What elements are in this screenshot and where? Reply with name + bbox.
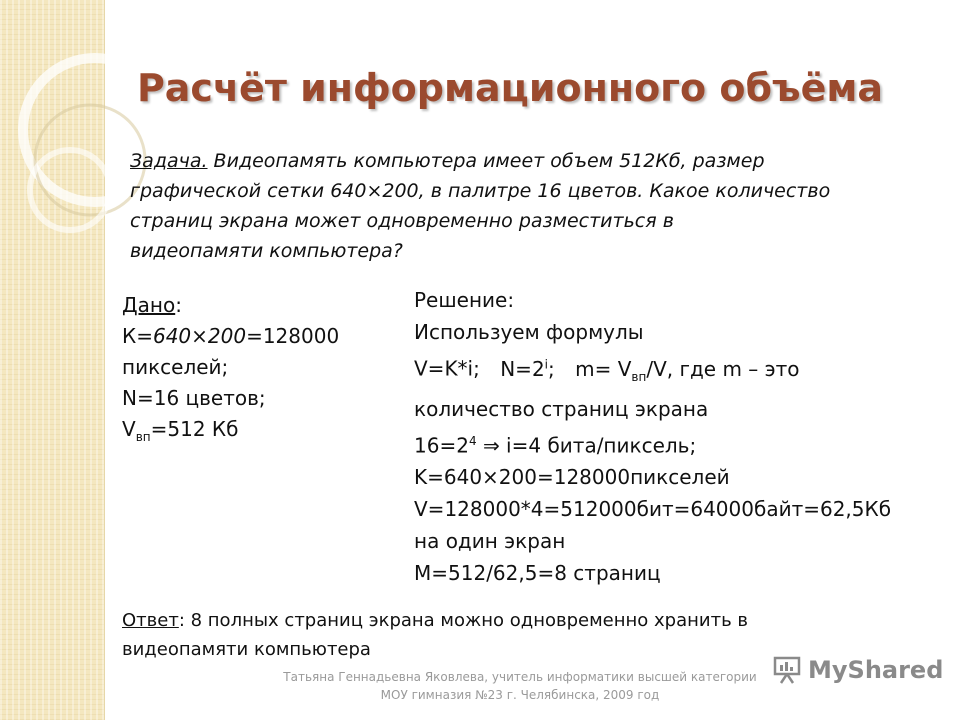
implies-arrow-icon: ⇒ [482,433,500,458]
given-k-prefix: К= [122,324,153,348]
solution-l4-prefix: 16=2 [414,433,469,458]
answer-text-2: видеопамяти компьютера [122,639,371,660]
slide-title: Расчёт информационного объёма [136,66,884,110]
formula-n-suffix: ; [548,356,555,381]
answer-text: : 8 полных страниц экрана можно одновременно хранить в [178,610,749,631]
task-line-3: страниц экрана может одновременно разместиться в [130,210,674,232]
solution-l4-sup: 4 [468,433,477,448]
solution-block [414,284,934,589]
footer [240,668,800,704]
given-block [122,290,382,453]
given-pixels: пикселей; [122,355,229,379]
given-heading: Дано [122,293,176,317]
solution-line-7: на один экран [414,529,566,554]
solution-l4-suffix: i=4 бита/пиксель; [499,433,697,458]
given-colon: : [175,293,182,317]
watermark-text: MyShared [808,656,944,684]
solution-line-3: количество страниц экрана [414,396,709,421]
given-k-result: =128000 [246,324,340,348]
solution-heading: Решение: [414,288,515,312]
solution-line-5: K=640×200=128000пикселей [414,465,730,490]
answer-heading: Ответ [122,610,179,631]
task-line-1: Видеопамять компьютера имеет объем 512Кб, размер [207,150,765,172]
presentation-icon [772,656,802,684]
footer-line-2: МОУ гимназия №23 г. Челябинска, 2009 год [380,688,660,702]
solution-formulas [414,348,934,393]
footer-line-1: Татьяна Геннадьевна Яковлева, учитель информатики высшей категории [283,670,757,684]
given-v-value: =512 Кб [150,417,239,441]
formula-v: V=K*i; [414,356,480,381]
task-line-2: графической сетки 640×200, в палитре 16 цветов. Какое количество [130,180,831,202]
given-k-formula: 640×200 [152,324,247,348]
given-v-prefix: V [122,417,136,441]
given-n: N=16 цветов; [122,386,266,410]
given-v-sub: вп [135,430,151,444]
task-line-4: видеопамяти компьютера? [130,240,403,262]
task-label: Задача. [130,150,208,172]
formula-m-suffix: /V, где m – это [646,356,800,381]
solution-line-8: M=512/62,5=8 страниц [414,561,661,586]
formula-m-prefix: m= V [575,356,632,381]
watermark-logo [772,656,943,684]
formula-n-sup: i [544,357,549,371]
formula-n-prefix: N=2 [500,356,545,381]
formula-m-sub: вп [631,369,647,384]
solution-line-6: V=128000*4=512000бит=64000байт=62,5Кб [414,497,892,522]
solution-line-1: Используем формулы [414,320,644,344]
task-block [130,146,920,266]
